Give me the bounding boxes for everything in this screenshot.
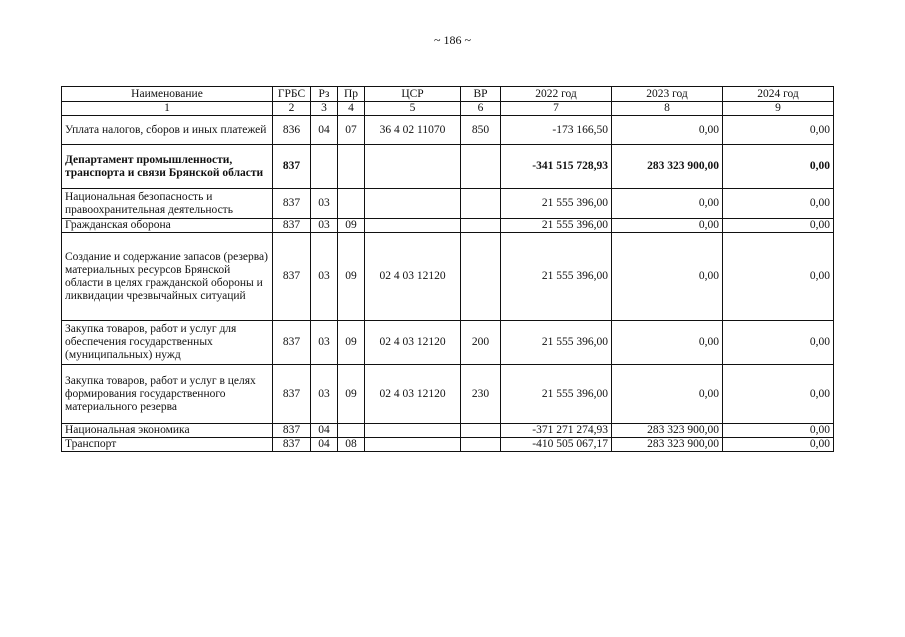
row-2023: 283 323 900,00	[612, 145, 723, 189]
row-grbs: 836	[273, 116, 311, 145]
row-2022: 21 555 396,00	[501, 321, 612, 365]
row-2023: 0,00	[612, 116, 723, 145]
row-csr: 02 4 03 12120	[365, 321, 461, 365]
row-name: Транспорт	[62, 438, 273, 452]
row-2023: 283 323 900,00	[612, 424, 723, 438]
header-csr: ЦСР	[365, 87, 461, 102]
row-2022: 21 555 396,00	[501, 219, 612, 233]
row-name: Создание и содержание запасов (резерва) материальных ресурсов Брянской области в целях гражданской обороны и ликвидации чрезвычайных ситуаций	[62, 233, 273, 321]
row-csr	[365, 219, 461, 233]
row-2024: 0,00	[723, 189, 834, 219]
row-2024: 0,00	[723, 233, 834, 321]
row-2023: 0,00	[612, 219, 723, 233]
row-2022: -341 515 728,93	[501, 145, 612, 189]
row-pr	[338, 145, 365, 189]
row-csr: 02 4 03 12120	[365, 365, 461, 424]
row-2024: 0,00	[723, 219, 834, 233]
row-vr	[461, 189, 501, 219]
column-number: 8	[612, 102, 723, 116]
row-csr	[365, 424, 461, 438]
header-grbs: ГРБС	[273, 87, 311, 102]
column-number: 3	[311, 102, 338, 116]
row-vr	[461, 233, 501, 321]
row-name: Национальная безопасность и правоохранительная деятельность	[62, 189, 273, 219]
row-2022: 21 555 396,00	[501, 365, 612, 424]
row-pr: 08	[338, 438, 365, 452]
row-grbs: 837	[273, 189, 311, 219]
row-2024: 0,00	[723, 424, 834, 438]
row-vr	[461, 145, 501, 189]
row-2023: 0,00	[612, 233, 723, 321]
row-2024: 0,00	[723, 365, 834, 424]
row-vr	[461, 424, 501, 438]
header-2023: 2023 год	[612, 87, 723, 102]
row-vr: 230	[461, 365, 501, 424]
row-rz: 04	[311, 116, 338, 145]
row-pr	[338, 189, 365, 219]
column-number: 6	[461, 102, 501, 116]
column-number: 2	[273, 102, 311, 116]
row-grbs: 837	[273, 233, 311, 321]
header-2024: 2024 год	[723, 87, 834, 102]
row-2024: 0,00	[723, 145, 834, 189]
header-2022: 2022 год	[501, 87, 612, 102]
row-rz: 03	[311, 233, 338, 321]
row-2023: 283 323 900,00	[612, 438, 723, 452]
row-2023: 0,00	[612, 365, 723, 424]
row-vr: 850	[461, 116, 501, 145]
row-2024: 0,00	[723, 321, 834, 365]
row-2022: 21 555 396,00	[501, 233, 612, 321]
row-csr	[365, 145, 461, 189]
column-number: 7	[501, 102, 612, 116]
row-csr	[365, 438, 461, 452]
row-csr: 36 4 02 11070	[365, 116, 461, 145]
row-grbs: 837	[273, 321, 311, 365]
table-row	[62, 145, 834, 189]
header-rz: Рз	[311, 87, 338, 102]
table-row	[62, 365, 834, 424]
row-2022: -173 166,50	[501, 116, 612, 145]
row-pr: 09	[338, 365, 365, 424]
row-vr	[461, 219, 501, 233]
row-pr	[338, 424, 365, 438]
row-name: Гражданская оборона	[62, 219, 273, 233]
row-2023: 0,00	[612, 189, 723, 219]
row-pr: 09	[338, 321, 365, 365]
row-2022: -371 271 274,93	[501, 424, 612, 438]
column-number-row	[62, 102, 834, 116]
table-row	[62, 321, 834, 365]
header-row	[62, 87, 834, 102]
row-pr: 07	[338, 116, 365, 145]
table-row	[62, 438, 834, 452]
column-number: 4	[338, 102, 365, 116]
table-row	[62, 233, 834, 321]
header-vr: ВР	[461, 87, 501, 102]
header-name: Наименование	[62, 87, 273, 102]
row-name: Национальная экономика	[62, 424, 273, 438]
row-grbs: 837	[273, 219, 311, 233]
row-name: Уплата налогов, сборов и иных платежей	[62, 116, 273, 145]
row-2022: -410 505 067,17	[501, 438, 612, 452]
row-grbs: 837	[273, 365, 311, 424]
row-grbs: 837	[273, 438, 311, 452]
column-number: 9	[723, 102, 834, 116]
row-csr	[365, 189, 461, 219]
row-rz: 03	[311, 219, 338, 233]
row-rz: 03	[311, 365, 338, 424]
row-rz: 04	[311, 438, 338, 452]
page-number: ~ 186 ~	[434, 33, 471, 47]
row-rz: 03	[311, 189, 338, 219]
row-csr: 02 4 03 12120	[365, 233, 461, 321]
row-rz: 04	[311, 424, 338, 438]
column-number: 1	[62, 102, 273, 116]
row-vr: 200	[461, 321, 501, 365]
row-rz: 03	[311, 321, 338, 365]
row-2023: 0,00	[612, 321, 723, 365]
row-pr: 09	[338, 219, 365, 233]
column-number: 5	[365, 102, 461, 116]
table-row	[62, 219, 834, 233]
row-grbs: 837	[273, 145, 311, 189]
table-row	[62, 116, 834, 145]
row-name: Закупка товаров, работ и услуг в целях формирования государственного материального резерва	[62, 365, 273, 424]
row-vr	[461, 438, 501, 452]
row-rz	[311, 145, 338, 189]
row-pr: 09	[338, 233, 365, 321]
row-grbs: 837	[273, 424, 311, 438]
budget-table	[61, 86, 834, 452]
row-2024: 0,00	[723, 438, 834, 452]
header-pr: Пр	[338, 87, 365, 102]
row-2024: 0,00	[723, 116, 834, 145]
table-row	[62, 424, 834, 438]
table-row	[62, 189, 834, 219]
row-name: Департамент промышленности, транспорта и связи Брянской области	[62, 145, 273, 189]
row-2022: 21 555 396,00	[501, 189, 612, 219]
row-name: Закупка товаров, работ и услуг для обеспечения государственных (муниципальных) нужд	[62, 321, 273, 365]
